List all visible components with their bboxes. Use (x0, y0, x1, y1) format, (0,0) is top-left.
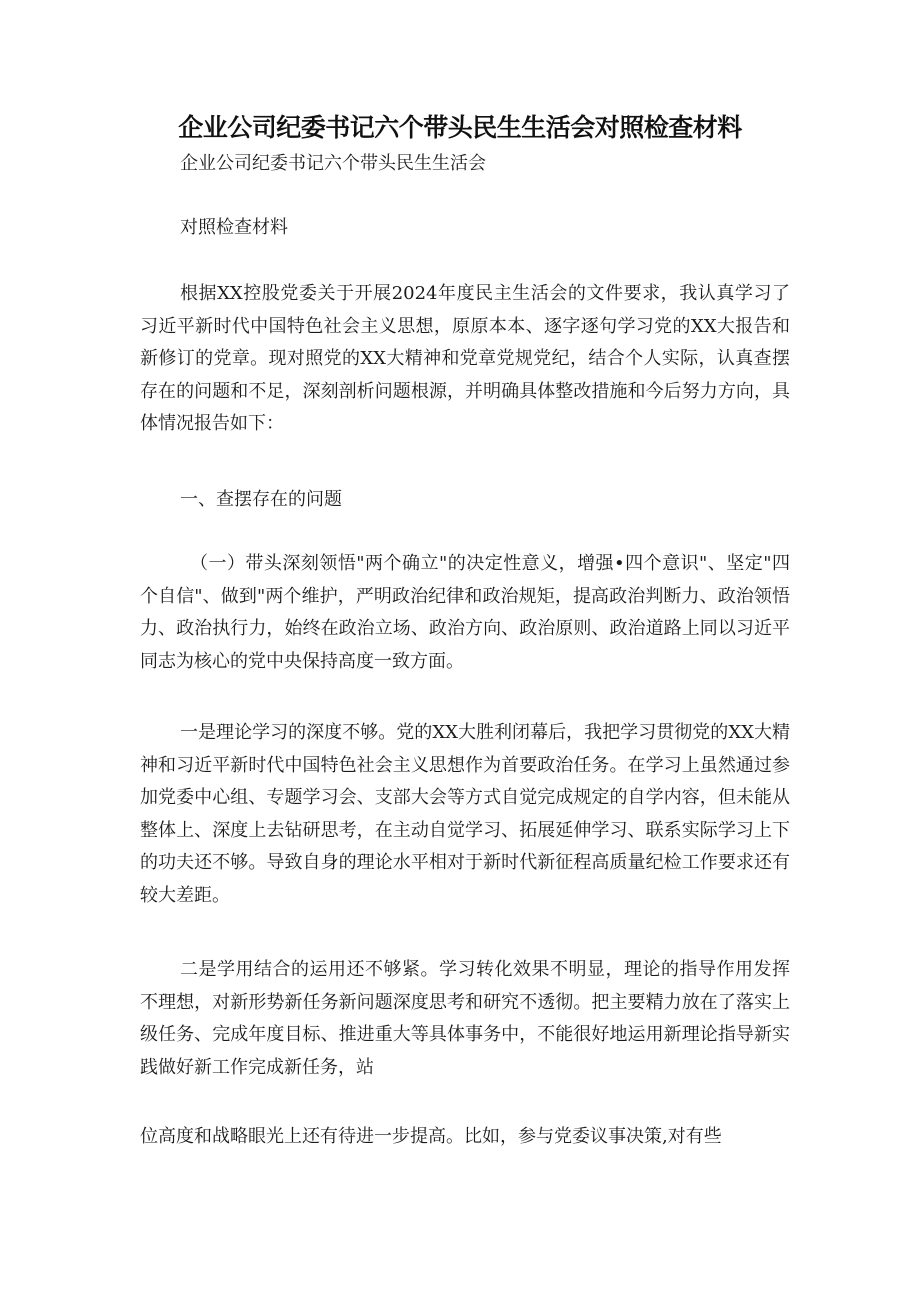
document-title: 企业公司纪委书记六个带头民生生活会对照检查材料 (178, 113, 742, 142)
continuation-line: 位高度和战略眼光上还有待进一步提高。比如，参与党委议事决策,对有些 (140, 1126, 722, 1147)
intro-paragraph: 根据XX控股党委关于开展2024年度民主生活会的文件要求，我认真学习了习近平新时代中国特色社会主义思想，原原本本、逐字逐句学习党的XX大报告和新修订的党章。现对照党的XX大精神和党章党规党纪，结合个人实际，认真查摆存在的问题和不足，深刻剖析问题根源，并明确具体整改措施和今后努力方向，具体情况报告如下： (140, 283, 790, 434)
subtitle-2: 对照检查材料 (180, 217, 288, 238)
point-two-paragraph: 二是学用结合的运用还不够紧。学习转化效果不明显，理论的指导作用发挥不理想，对新形势新任务新问题深度思考和研究不透彻。把主要精力放在了落实上级任务、完成年度目标、推进重大等具体事务中，不能很好地运用新理论指导新实践做好新工作完成新任务，站 (140, 959, 790, 1078)
point-one-paragraph: 一是理论学习的深度不够。党的XX大胜利闭幕后，我把学习贯彻党的XX大精神和习近平新时代中国特色社会主义思想作为首要政治任务。在学习上虽然通过参加党委中心组、专题学习会、支部大会等方式自觉完成规定的自学内容，但未能从整体上、深度上去钻研思考，在主动自觉学习、拓展延伸学习、联系实际学习上下的功夫还不够。导致自身的理论水平相对于新时代新征程高质量纪检工作要求还有较大差距。 (140, 722, 790, 906)
subsection-paragraph: （一）带头深刻领悟"两个确立"的决定性意义，增强•四个意识"、坚定"四个自信"、做到"两个维护，严明政治纪律和政治规矩，提高政治判断力、政治领悟力、政治执行力，始终在政治立场、政治方向、政治原则、政治道路上同以习近平同志为核心的党中央保持高度一致方面。 (140, 553, 790, 672)
section-heading: 一、查摆存在的问题 (180, 489, 342, 510)
subtitle: 企业公司纪委书记六个带头民生生活会 (180, 153, 486, 174)
